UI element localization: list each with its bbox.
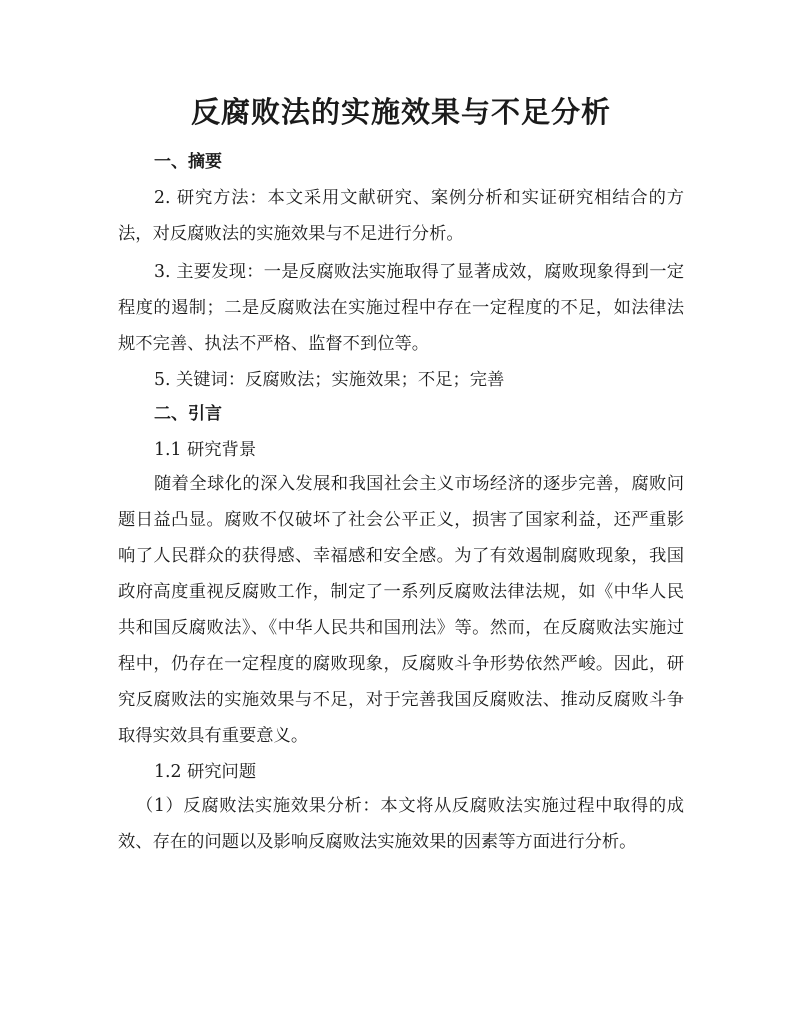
background-paragraph: 随着全球化的深入发展和我国社会主义市场经济的逐步完善，腐败问题日益凸显。腐败不仅破坏了社会公平正义，损害了国家利益，还严重影响了人民群众的获得感、幸福感和安全感。为了有效遏制腐败现象，我国政府高度重视反腐败工作，制定了一系列反腐败法律法规，如《中华人民共和国反腐败法》、《中华人民共和国刑法》等。然而，在反腐败法实施过程中，仍存在一定程度的腐败现象，反腐败斗争形势依然严峻。因此，研究反腐败法的实施效果与不足，对于完善我国反腐败法、推动反腐败斗争取得实效具有重要意义。	[118, 474, 684, 746]
background-subheading: 1.1 研究背景	[154, 440, 257, 460]
abstract-heading: 一、摘要	[154, 152, 222, 172]
questions-subheading: 1.2 研究问题	[154, 762, 257, 782]
abstract-findings-paragraph: 3. 主要发现：一是反腐败法实施取得了显著成效，腐败现象得到一定程度的遏制；二是反腐败法在实施过程中存在一定程度的不足，如法律法规不完善、执法不严格、监督不到位等。	[118, 262, 684, 354]
abstract-method-paragraph: 2. 研究方法：本文采用文献研究、案例分析和实证研究相结合的方法，对反腐败法的实施效果与不足进行分析。	[118, 188, 684, 244]
intro-heading: 二、引言	[154, 404, 222, 424]
question-1-paragraph: （1）反腐败法实施效果分析：本文将从反腐败法实施过程中取得的成效、存在的问题以及影响反腐败法实施效果的因素等方面进行分析。	[118, 796, 684, 852]
document-title: 反腐败法的实施效果与不足分析	[190, 95, 611, 129]
abstract-keywords-paragraph: 5. 关键词：反腐败法；实施效果；不足；完善	[154, 370, 505, 390]
